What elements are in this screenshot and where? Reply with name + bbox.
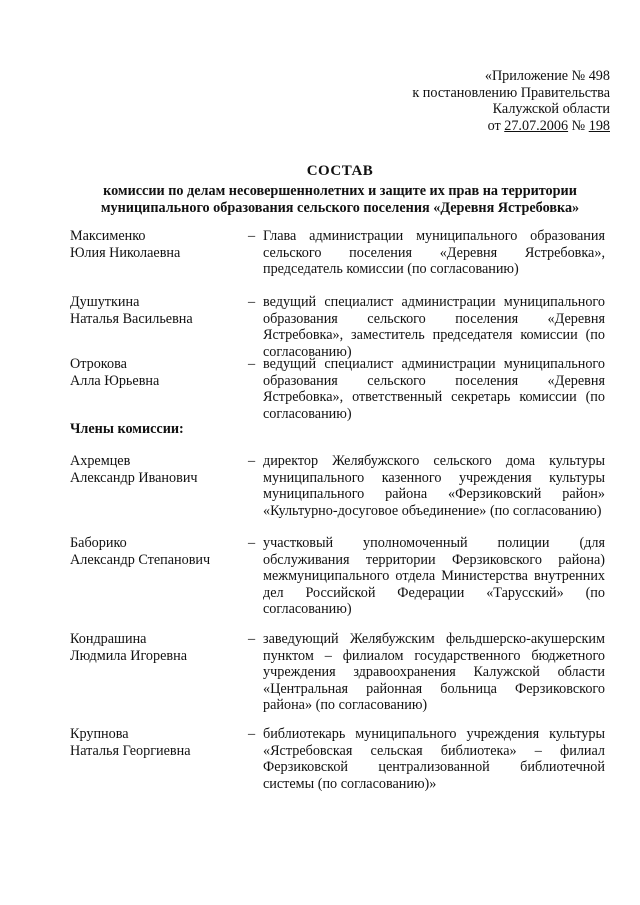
given-names: Александр Степанович [70,551,211,568]
dash: – [248,453,256,469]
surname: Ахремцев [70,453,131,469]
given-names: Людмила Игоревна [70,647,187,664]
person-name [70,453,240,486]
dash: – [248,631,256,647]
person-name [70,356,240,389]
person-role: ведущий специалист администрации муниципального образования сельского поселения «Деревня Ястребовка», заместитель председателя комиссии (по согласованию) [263,294,605,360]
appendix-header [412,68,610,134]
appendix-label: «Приложение № 498 [484,68,610,84]
person-name [70,294,240,327]
resolution-date-line [412,118,610,135]
dash: – [248,294,256,310]
given-names: Юлия Николаевна [70,244,181,261]
dash: – [248,726,256,742]
region-name: Калужской области [492,101,610,117]
person-role: заведующий Желябужским фельдшерско-акушерским пунктом – филиалом государственного бюджетного учреждения здравоохранения Калужской области «Центральная районная больница Ферзиковского района» (по согласованию) [263,631,605,713]
surname: Баборико [70,535,127,551]
person-name [70,535,240,568]
person-name [70,726,240,759]
given-names: Александр Иванович [70,469,198,486]
document-title: СОСТАВ [306,163,374,179]
person-role: участковый уполномоченный полиции (для обслуживания территории Ферзиковского района) межмуниципального отдела Министерства внутренних дел Российской Федерации «Тарусский» (по согласованию) [263,535,605,617]
person-role: Глава администрации муниципального образования сельского поселения «Деревня Ястребовка», председатель комиссии (по согласованию) [263,228,605,277]
dash: – [248,228,256,244]
surname: Душуткина [70,294,140,310]
subtitle-line-2: муниципального образования сельского поселения «Деревня Ястребовка» [100,199,580,216]
person-role: библиотекарь муниципального учреждения культуры «Ястребовская сельская библиотека» – филиал Ферзиковской централизованной библиотечной системы (по согласованию)» [263,726,605,792]
date-prefix: от [487,117,501,134]
resolution-number: 198 [588,117,610,134]
person-role: ведущий специалист администрации муниципального образования сельского поселения «Деревня Ястребовка», ответственный секретарь комиссии (по согласованию) [263,356,605,422]
person-role: директор Желябужского сельского дома культуры муниципального казенного учреждения культуры муниципального района «Ферзиковский район» «Культурно-досуговое объединение» (по согласованию) [263,453,605,519]
resolution-date: 27.07.2006 [504,117,569,134]
surname: Максименко [70,228,146,244]
subtitle-line-1: комиссии по делам несовершеннолетних и защите их прав на территории [103,183,577,199]
dash: – [248,535,256,551]
number-sign: № [571,117,586,134]
person-name [70,228,240,261]
document-subtitle [40,183,640,216]
given-names: Наталья Георгиевна [70,742,191,759]
person-name [70,631,240,664]
dash: – [248,356,256,372]
resolution-reference: к постановлению Правительства [412,84,610,101]
surname: Кондрашина [70,631,147,647]
given-names: Наталья Васильевна [70,310,193,327]
surname: Крупнова [70,726,129,742]
surname: Отрокова [70,356,127,372]
members-heading: Члены комиссии: [70,421,184,437]
given-names: Алла Юрьевна [70,372,160,389]
